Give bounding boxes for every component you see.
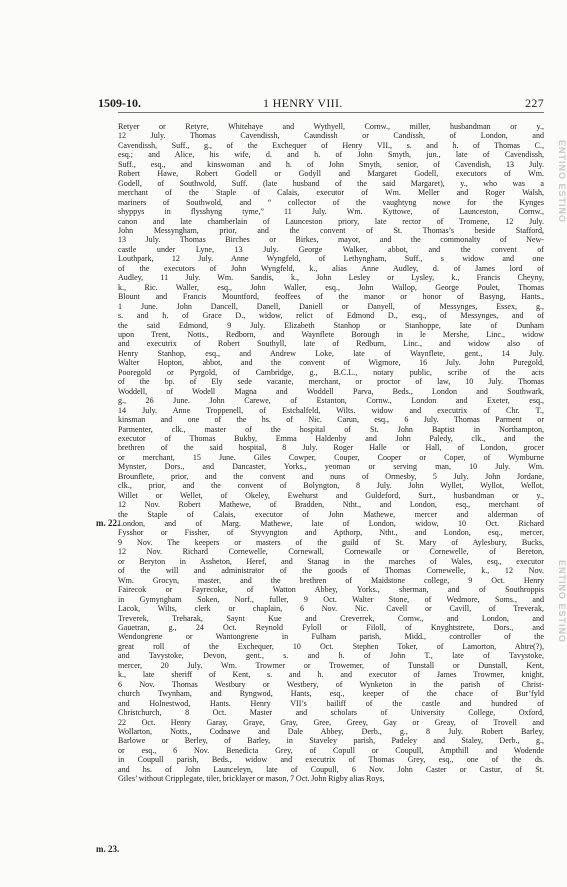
text-line: Fairecok or Fayrecoke, of Watton Abbey, Yorks., sherman, and of Southroppis — [118, 585, 544, 595]
text-line: Brounflete, prior, and the convent and nuns of Ormesby, 5 July. John Jordane, — [118, 471, 544, 481]
text-line: Retyer or Retyre, Whitehaye and Wythyell, Cornw., miller, husbandman or y., — [118, 122, 544, 131]
text-line: esq.; and Alice, his wife, d. and h. of John Smyth, jun., late of Cavendissh, — [118, 150, 544, 160]
text-line: merchant of the Staple of Calais, executor of Wm. Meller and Roger Walsh, — [118, 188, 544, 198]
text-line: of the executors of John Wyngfeld, k., alias Anne Audley, d. of James lord of — [118, 263, 544, 273]
text-line: canon and late chamberlain of Launceston priory, late rector of Tromene, 12 July. — [118, 216, 544, 226]
text-line: of the will and administrator of the goods of Thomas Cornewelle, k., 12 Nov. — [118, 566, 544, 576]
text-line: Wendongrene or Wantongrene in Fulham parish, Midd., controller of the — [118, 632, 544, 642]
text-line: and hs. of John Launceleyn, late of Coupull, 6 Nov. John Caster or Castur, of St. — [118, 764, 544, 774]
text-line: church Twynham, and Ryngwod, Hants, esq., keeper of the chace of Bur’fyld — [118, 689, 544, 699]
running-title: 1 HENRY VIII. — [263, 96, 343, 110]
text-line: mercer, 20 July. Wm. Trowmer or Trowemer, of Tunstall or Dunstall, Kent, — [118, 660, 544, 670]
text-line: Barlowe or Berley, of Barley, in Staveley parish, Padeley and Staley, Derb., g., — [118, 736, 544, 746]
year-heading: 1509-10. — [98, 96, 141, 110]
margin-note-m23: m. 23. — [96, 844, 120, 854]
text-line: Willet or Wellet, of Okeley, Ewehurst and Guldeford, Surr., husbandman or y., — [118, 490, 544, 500]
text-line: k., late sheriff of Kent, s. and h. and executor of James Trowmer, knight, — [118, 670, 544, 680]
text-line: Christchurch, 8 Oct. Master and scholars of University College, Oxford, — [118, 708, 544, 718]
text-line: Walter Hopton, abbot, and the convent of Wigmore, 16 July. John Puregold, — [118, 358, 544, 368]
text-line: shyppys in flysshyng tyme,” 11 July. Wm. Kyttowe, of Launceston, Cornw., — [118, 207, 544, 217]
text-line: John Messyngham, prior, and the convent of St. Thomas’s beside Stafford, — [118, 225, 544, 235]
text-line: k., Ric. Waller, esq., John Waller, esq., John Wallop, George Poulet, Thomas — [118, 282, 544, 292]
text-line: mariners of Southwold, and “ collector of the vaughtyng nowe for the Kynges — [118, 197, 544, 207]
text-line: Wollarton, Notts., Codnawe and Dale Abbey, Derb., g., 8 July. Robert Barley, — [118, 727, 544, 736]
calendar-entries — [118, 122, 544, 784]
text-line: and Holnestwod, Hants. Henry VII’s bailiff of the castle and hundred of — [118, 698, 544, 708]
text-line: Godell, of Southwold, Suff. (late husband of the said Margaret), y., who was a — [118, 178, 544, 188]
text-line: s. and h. of Grace D., widow, relict of Edmond D., esq., of Messynges, and of — [118, 311, 544, 321]
text-line: Parmenter, clk., master of the hospital of St. John Baptist in Northampton, — [118, 424, 544, 434]
text-line: 6 Nov. Thomas Westbury or Westbery, of Wynketon in the parish of Christ- — [118, 679, 544, 689]
text-line: executor of Thomas Bukby, Emma Haldenby and John Paledy, clk., and the — [118, 433, 544, 443]
text-line: and Tavystoke, Devon, gent., s. and h. of John T., late of Tavystoke, — [118, 651, 544, 661]
text-line: Wm. Grocyn, master, and the brethren of Maidstone college, 9 Oct. Henry — [118, 575, 544, 585]
edge-watermark-top: ENTINO ESTINO — [557, 140, 567, 224]
text-line: Pooregold or Pyrgold, of Cambridge, g., B.C.L., notary public, scribe of the acts — [118, 367, 544, 377]
text-line: Cavendissh, Suff., g., of the Exchequer of Henry VII., s. and h. of Thomas C., — [118, 140, 544, 150]
text-line: 12 July. Thomas Cavendissh, Caundissh or Candissh, of London, and — [118, 131, 544, 141]
text-line: great roll of the Exchequer, 10 Oct. Stephen Toker, of Lamorton, Abtre(?), — [118, 641, 544, 651]
text-line: upon Trent, Notts., Redborn, and Waynflete Borough in le Mershe, Linc., widow — [118, 329, 544, 339]
text-line: Giles’ without Cripplegate, tiler, bricklayer or mason, 7 Oct. John Rigby alias Roys, — [118, 774, 385, 784]
text-line: in Coupull parish, Beds., widow and executrix of Thomas Grey, esq., one of the ds. — [118, 755, 544, 765]
text-line: 1 June. John Dancell, Danell, Daniell or Danyell, of Messynges, Essex, g., — [118, 301, 544, 311]
text-line: Audley, 11 July. Wm. Sandis, k., John Lesley or Lysley, k., Francis Cheyny, — [118, 273, 544, 283]
text-line: Louthpark, 12 July. Anne Wyngfeld, of Lethyngham, Suff., s widow and one — [118, 254, 544, 264]
margin-note-m22: m. 22. — [96, 518, 120, 528]
text-line: the Staple of Calais, executor of John Mathewe, mercer and alderman of — [118, 509, 544, 519]
text-line: or Beryton in Assheton, Heref, and Stanag in the marches of Wales, esq., executor — [118, 556, 544, 566]
text-line: Gauetran, g., 24 Oct. Reynold Fyloll or Filoll, of Knyghtstrete, Dors., and — [118, 623, 544, 633]
text-line: Henry Stanhop, esq., and Andrew Loke, late of Waynflete, gent., 14 July. — [118, 348, 544, 358]
page-number: 227 — [525, 96, 544, 110]
text-line: Treverek, Treharak, Saynt Kue and Creverrek, Cornw., and London, and — [118, 613, 544, 623]
text-line: kinsman and one of the hs. of Nic. Carun, esq., 6 July. Thomas Parment or — [118, 415, 544, 425]
text-line: clk., prior, and the convent of Bolyngton, 8 July. John Wyllet, Wyllot, Wellot, — [118, 481, 544, 491]
text-line: 13 July. Thomas Birches or Birkes, mayor, and the commonalty of New- — [118, 235, 544, 245]
text-line: brethren of the said hospital, 8 July. Roger Halle or Hall, of London, grocer — [118, 443, 544, 453]
running-header — [118, 96, 544, 116]
text-line: the said Edmond, 9 July. Elizabeth Stanhop or Stanhoppe, late of Dunham — [118, 320, 544, 330]
text-line: or esq., 6 Nov. Benedicta Grey, of Copull or Coupull, Ampthill and Wodende — [118, 745, 544, 755]
text-line: of the bp. of Ely sede vacante, merchant, or proctor of law, 10 July. Thomas — [118, 377, 544, 387]
text-line: Lacok, Wilts, clerk or chaplain, 6 Nov. Nic. Cavell or Cavill, of Treverak, — [118, 604, 544, 614]
text-line: Fysshor or Fissher, of Styvyngton and Apthorp, Ntht., and London, esq., mercer, — [118, 528, 544, 538]
text-line: Mynster, Dors., and Dancaster, Yorks., yeoman or serving man, 10 July. Wm. — [118, 462, 544, 472]
text-line: 9 Nov. The keepers or masters of the guild of St. Mary of Aylesbury, Bucks, — [118, 537, 544, 547]
text-line: Blount and Francis Mountford, feoffees of the manor or honor of Basyng, Hants., — [118, 292, 544, 302]
text-line: Robert Hawe, Robert Godell or Godyll and Margaret Godell, executors of Wm. — [118, 169, 544, 179]
text-line: Woddell, of Wodell Magna and Woddell Parva, Beds., London and Southwark, — [118, 386, 544, 396]
text-line: and executrix of Robert Southyll, late of Redburn, Linc., and widow also of — [118, 339, 544, 349]
text-line: in Gymyngham Soken, Norf., fuller, 9 Oct. Walter Stone, of Wedmore, Soms., and — [118, 594, 544, 604]
text-line: 14 July. Anne Troppenell, of Estchalfeld, Wilts. widow and executrix of Chr. T., — [118, 405, 544, 415]
text-line: castle under Lyne, 13 July. George Walker, abbot, and the convent of — [118, 244, 544, 254]
text-line: London, and of Marg. Mathewe, late of London, widow, 10 Oct. Richard — [118, 519, 544, 529]
edge-watermark-bottom: ENTINO ESTINO — [557, 560, 567, 644]
text-line: 12 Nov. Robert Mathewe, of Bradden, Ntht., and London, esq., merchant of — [118, 500, 544, 510]
text-line: g., 26 June. John Carewe, of Estanton, Cornw., London and Exeter, esq., — [118, 396, 544, 406]
text-line: Suff., esq., and kinswoman and h. of John Smyth, senior, of Cavendish, 13 July. — [118, 159, 544, 169]
header-rule — [118, 112, 544, 113]
text-line: 12 Nov. Richard Cornewelle, Cornewall, Cornewaile or Cornewelle, of Bereton, — [118, 547, 544, 557]
text-line: 22 Oct. Henry Garay, Graye, Gray, Gree, Greey, Gay or Greay, of Trovell and — [118, 717, 544, 727]
text-line: or merchant, 15 June. Giles Cowper, Couper, Cooper or Coper, of Wymburne — [118, 452, 544, 462]
